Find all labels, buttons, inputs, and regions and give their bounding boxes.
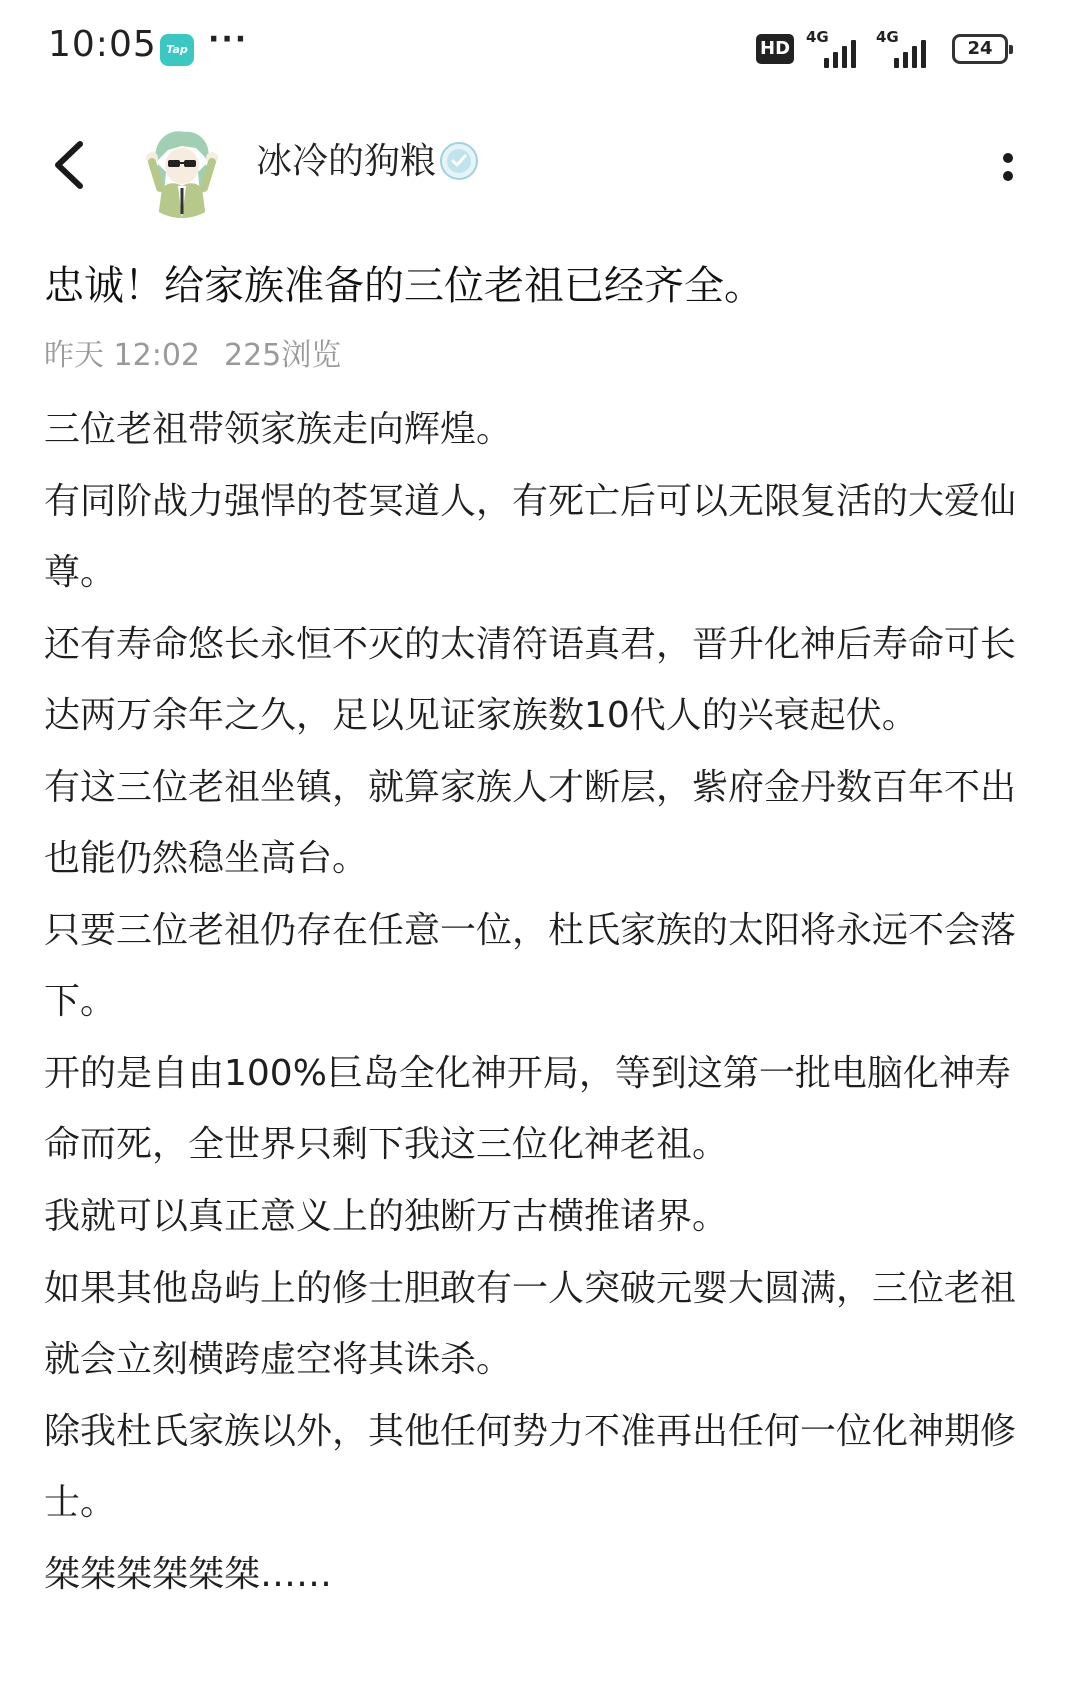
post-title: 忠诚！给家族准备的三位老祖已经齐全。 (44, 263, 764, 309)
verified-badge-icon (438, 140, 480, 182)
vertical-dots-icon (988, 136, 1028, 196)
taptap-app-icon: Tap (160, 34, 194, 66)
post-paragraph: 开的是自由100%巨岛全化神开局，等到这第一批电脑化神寿命而死，全世界只剩下我这三位化神老祖。 (44, 1053, 1011, 1165)
post-paragraph: 桀桀桀桀桀桀…… (44, 1554, 333, 1595)
post-time: 昨天 12:02 (44, 338, 200, 373)
post-paragraph: 还有寿命悠长永恒不灭的太清符语真君，晋升化神后寿命可长达两万余年之久，足以见证家族数10代人的兴衰起伏。 (44, 624, 1017, 736)
hd-voice-icon: HD (756, 34, 794, 64)
chevron-left-icon (44, 130, 100, 200)
more-options-button[interactable] (988, 136, 1028, 196)
post-paragraph: 有这三位老祖坐镇，就算家族人才断层，紫府金丹数百年不出也能仍然稳坐高台。 (44, 767, 1017, 879)
notification-more-icon: ··· (208, 22, 249, 57)
network-type-label: 4G (806, 28, 829, 46)
status-time: 10:05 (48, 24, 157, 65)
avatar[interactable] (134, 122, 230, 218)
back-button[interactable] (44, 130, 100, 200)
post-paragraph: 我就可以真正意义上的独断万古横推诸界。 (44, 1196, 729, 1237)
post-meta (44, 336, 341, 376)
view-count: 225浏览 (224, 338, 342, 373)
post-paragraph: 有同阶战力强悍的苍冥道人，有死亡后可以无限复活的大爱仙尊。 (44, 481, 1017, 593)
post-paragraph: 只要三位老祖仍存在任意一位，杜氏家族的太阳将永远不会落下。 (44, 910, 1017, 1022)
network-type-label: 4G (876, 28, 899, 46)
status-bar (0, 0, 1080, 100)
post-header (0, 110, 1080, 230)
username[interactable]: 冰冷的狗粮 (256, 141, 437, 182)
post-body (44, 394, 1044, 1611)
avatar-image-icon (134, 122, 230, 218)
signal-sim2-icon (876, 28, 946, 68)
post-paragraph: 如果其他岛屿上的修士胆敢有一人突破元婴大圆满，三位老祖就会立刻横跨虚空将其诛杀。 (44, 1268, 1017, 1380)
signal-sim1-icon (806, 28, 876, 68)
post-paragraph: 三位老祖带领家族走向辉煌。 (44, 409, 513, 450)
battery-icon: 24 (952, 34, 1008, 64)
post-paragraph: 除我杜氏家族以外，其他任何势力不准再出任何一位化神期修士。 (44, 1411, 1017, 1523)
